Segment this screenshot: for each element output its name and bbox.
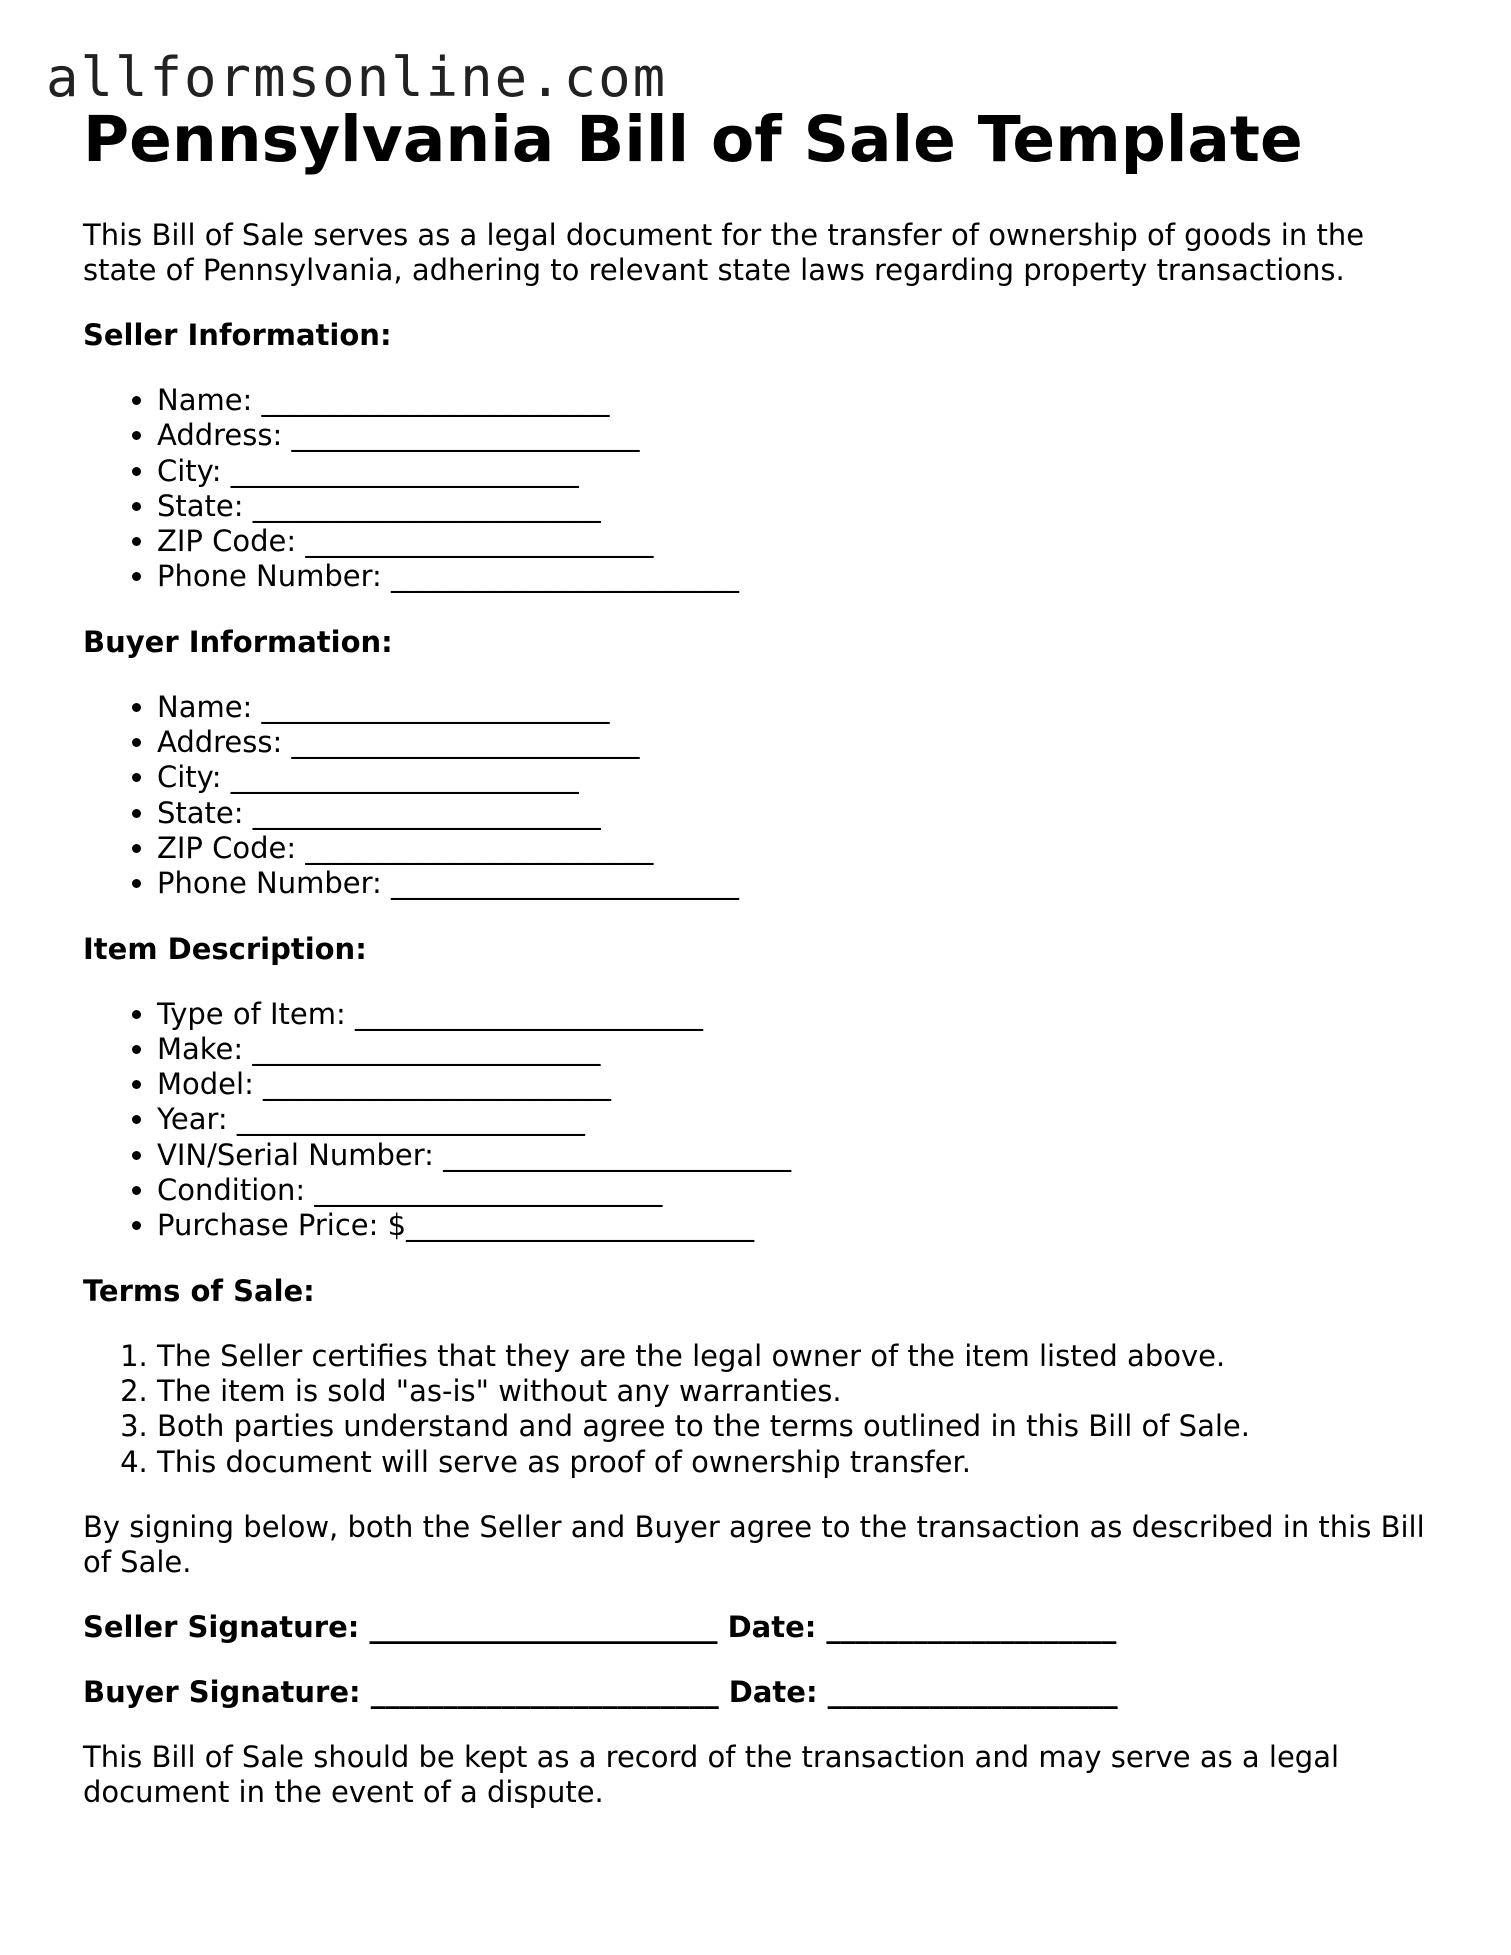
intro-paragraph: This Bill of Sale serves as a legal document for the transfer of ownership of goods in the state of Pennsylvania, adhering to relevant state laws regarding property transactions. [83, 218, 1365, 287]
term-item: 2. The item is sold "as-is" without any warranties. [157, 1374, 1433, 1409]
item-model-field: • Model: ________________________ [157, 1067, 1433, 1102]
seller-signature-line: Seller Signature: ________________________ Date: ____________________ [83, 1609, 1117, 1644]
item-heading: Item Description: [83, 931, 367, 966]
page-title: Pennsylvania Bill of Sale Template [83, 103, 1303, 176]
seller-phone-field: • Phone Number: ________________________ [157, 559, 1433, 594]
buyer-name-field: • Name: ________________________ [157, 690, 1433, 725]
seller-city-field: • City: ________________________ [157, 454, 1433, 489]
buyer-heading: Buyer Information: [83, 624, 393, 659]
closing-paragraph: This Bill of Sale should be kept as a record of the transaction and may serve as a legal document in the event of a dispute. [83, 1739, 1340, 1809]
item-make-field: • Make: ________________________ [157, 1032, 1433, 1067]
buyer-phone-field: • Phone Number: ________________________ [157, 866, 1433, 901]
agreement-paragraph: By signing below, both the Seller and Buyer agree to the transaction as described in this Bill of Sale. [83, 1509, 1425, 1579]
item-fields [83, 997, 1433, 1244]
item-condition-field: • Condition: ________________________ [157, 1173, 1433, 1208]
watermark: allformsonline.com [46, 46, 668, 109]
term-item: 3. Both parties understand and agree to the terms outlined in this Bill of Sale. [157, 1409, 1433, 1444]
buyer-address-field: • Address: ________________________ [157, 725, 1433, 760]
term-item: 4. This document will serve as proof of ownership transfer. [157, 1445, 1433, 1480]
seller-heading: Seller Information: [83, 318, 392, 352]
buyer-signature-line: Buyer Signature: ________________________ Date: ____________________ [83, 1674, 1118, 1709]
seller-zip-field: • ZIP Code: ________________________ [157, 524, 1433, 559]
item-vin-field: • VIN/Serial Number: ________________________ [157, 1138, 1433, 1173]
terms-heading: Terms of Sale: [83, 1273, 315, 1308]
seller-fields [83, 383, 1433, 595]
buyer-state-field: • State: ________________________ [157, 796, 1433, 831]
buyer-zip-field: • ZIP Code: ________________________ [157, 831, 1433, 866]
term-item: 1. The Seller certifies that they are the legal owner of the item listed above. [157, 1339, 1433, 1374]
seller-state-field: • State: ________________________ [157, 489, 1433, 524]
item-price-field: • Purchase Price: $________________________ [157, 1208, 1433, 1243]
terms-list [83, 1339, 1433, 1480]
buyer-city-field: • City: ________________________ [157, 760, 1433, 795]
item-type-field: • Type of Item: ________________________ [157, 997, 1433, 1032]
item-year-field: • Year: ________________________ [157, 1102, 1433, 1137]
document-body [83, 100, 1433, 1840]
buyer-fields [83, 690, 1433, 902]
seller-name-field: • Name: ________________________ [157, 383, 1433, 418]
seller-address-field: • Address: ________________________ [157, 418, 1433, 453]
